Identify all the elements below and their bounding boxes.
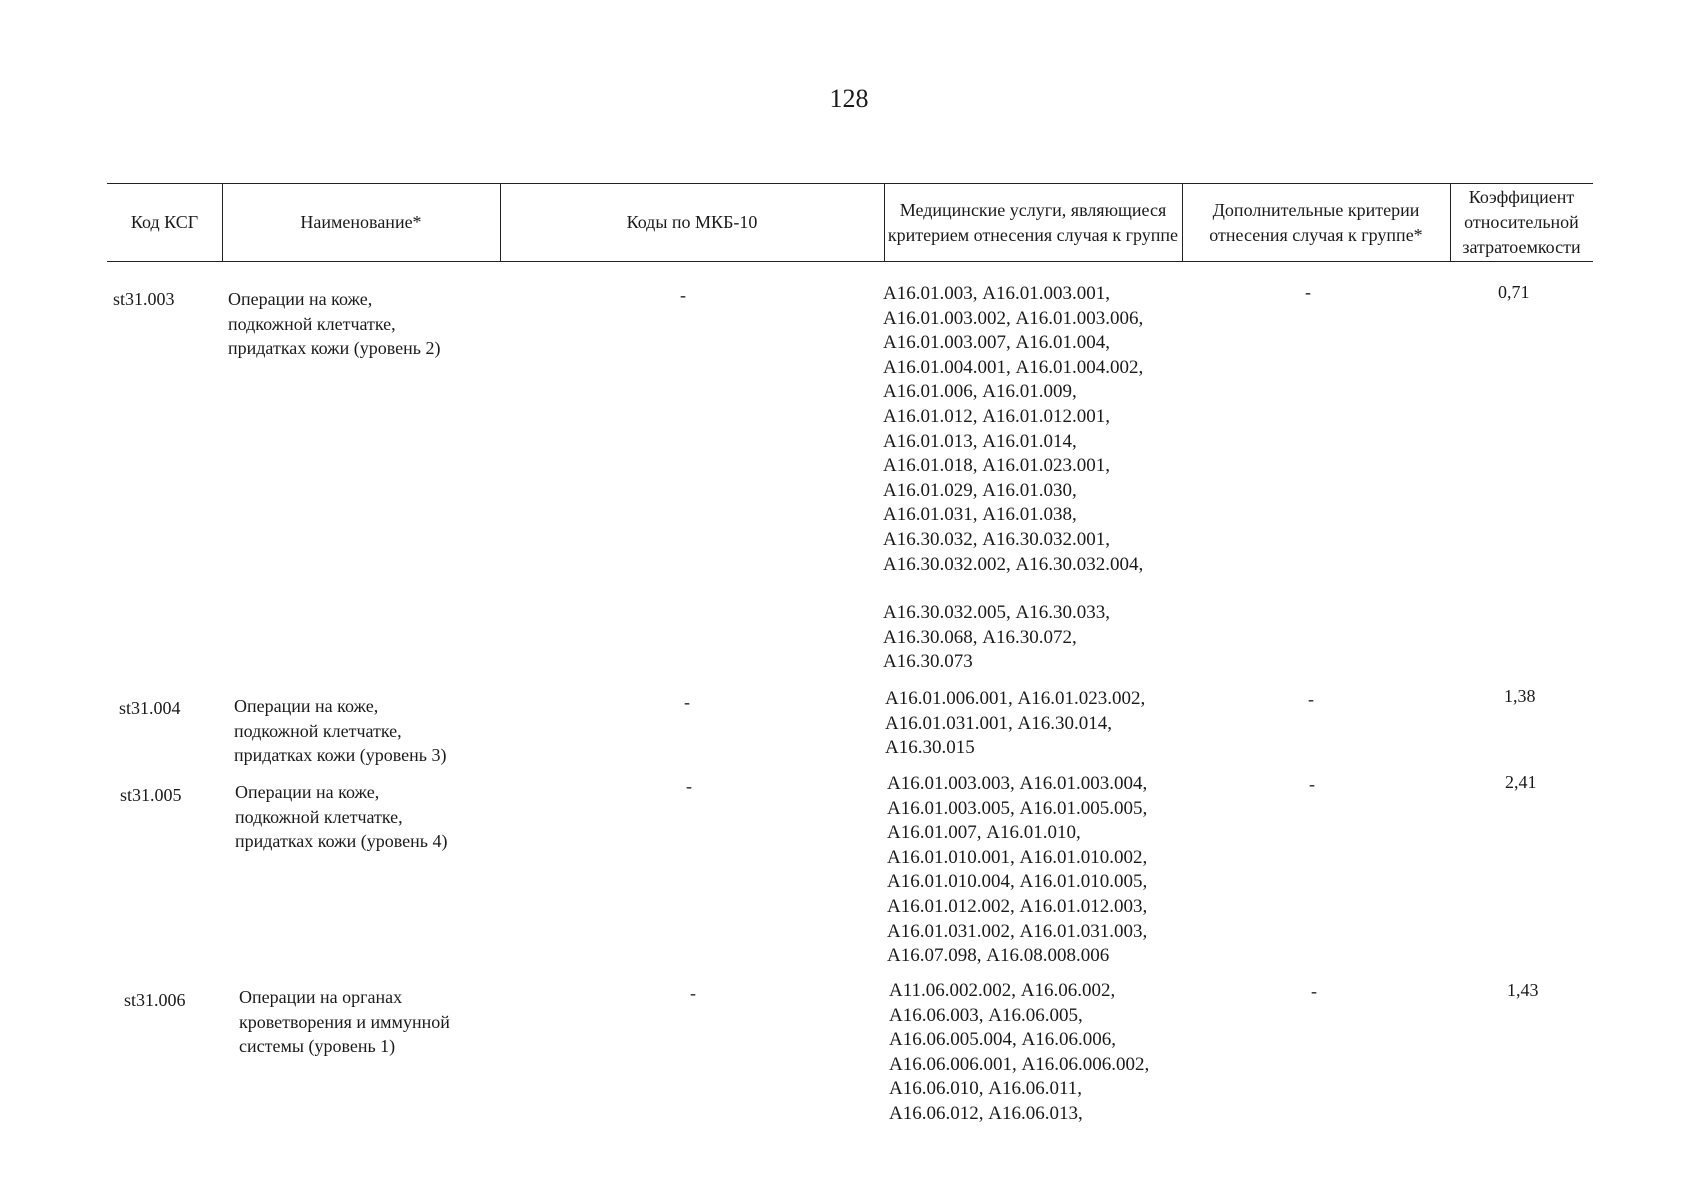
row-coefficient: 0,71 (1498, 282, 1530, 302)
row-coefficient: 1,38 (1504, 686, 1536, 706)
header-extra: Дополнительные критерии отнесения случая к группе* (1209, 199, 1423, 245)
row-extra-criteria: - (1308, 689, 1314, 709)
row-name: Операции на коже, подкожной клетчатке, придатках кожи (уровень 2) (228, 289, 441, 359)
row-services-continued: А16.30.032.005, А16.30.033, А16.30.068, А16.30.072, А16.30.073 (883, 602, 1110, 673)
row-mkb-codes: - (680, 285, 686, 305)
row-mkb-codes: - (690, 983, 696, 1003)
row-extra-criteria: - (1311, 981, 1317, 1001)
row-code: st31.006 (124, 990, 186, 1010)
row-services: А11.06.002.002, А16.06.002, А16.06.003, А16.06.005, А16.06.005.004, А16.06.006, А16.06.006.001, А16.06.006.002, А16.06.010, А16.06.011, А16.06.012, А16.06.013, (889, 980, 1150, 1124)
row-code: st31.004 (119, 698, 181, 718)
row-services: А16.01.003, А16.01.003.001, А16.01.003.002, А16.01.003.006, А16.01.003.007, А16.01.004, А16.01.004.001, А16.01.004.002, А16.01.006, А16.01.009, А16.01.012, А16.01.012.001, А16.01.013, А16.01.014, А16.01.018, А16.01.023.001, А16.01.029, А16.01.030, А16.01.031, А16.01.038, А16.30.032, А16.30.032.001, А16.30.032.002, А16.30.032.004, (883, 283, 1144, 575)
header-services: Медицинские услуги, являющиеся критерием отнесения случая к группе (887, 199, 1179, 245)
row-name: Операции на органах кроветворения и иммунной системы (уровень 1) (239, 987, 450, 1057)
header-mkb: Коды по МКБ-10 (626, 212, 758, 232)
row-services: А16.01.006.001, А16.01.023.002, А16.01.031.001, А16.30.014, А16.30.015 (885, 688, 1146, 759)
header-code: Код КСГ (130, 212, 199, 232)
row-name: Операции на коже, подкожной клетчатке, придатках кожи (уровень 4) (235, 782, 448, 852)
row-code: st31.005 (120, 785, 182, 805)
row-services: А16.01.003.003, А16.01.003.004, А16.01.003.005, А16.01.005.005, А16.01.007, А16.01.010, А16.01.010.001, А16.01.010.002, А16.01.010.004, А16.01.010.005, А16.01.012.002, А16.01.012.003, А16.01.031.002, А16.01.031.003, А16.07.098, А16.08.008.006 (887, 773, 1148, 967)
row-mkb-codes: - (686, 776, 692, 796)
table-header (107, 183, 1593, 262)
row-mkb-codes: - (684, 692, 690, 712)
row-extra-criteria: - (1305, 282, 1311, 302)
row-name: Операции на коже, подкожной клетчатке, придатках кожи (уровень 3) (234, 696, 447, 766)
row-code: st31.003 (113, 289, 175, 309)
row-coefficient: 1,43 (1507, 980, 1539, 1000)
header-coef: Коэффициент относительной затратоемкости (1462, 187, 1581, 257)
row-extra-criteria: - (1309, 774, 1315, 794)
row-coefficient: 2,41 (1505, 772, 1537, 792)
page-number: 128 (829, 84, 869, 113)
header-name: Наименование* (300, 212, 422, 232)
